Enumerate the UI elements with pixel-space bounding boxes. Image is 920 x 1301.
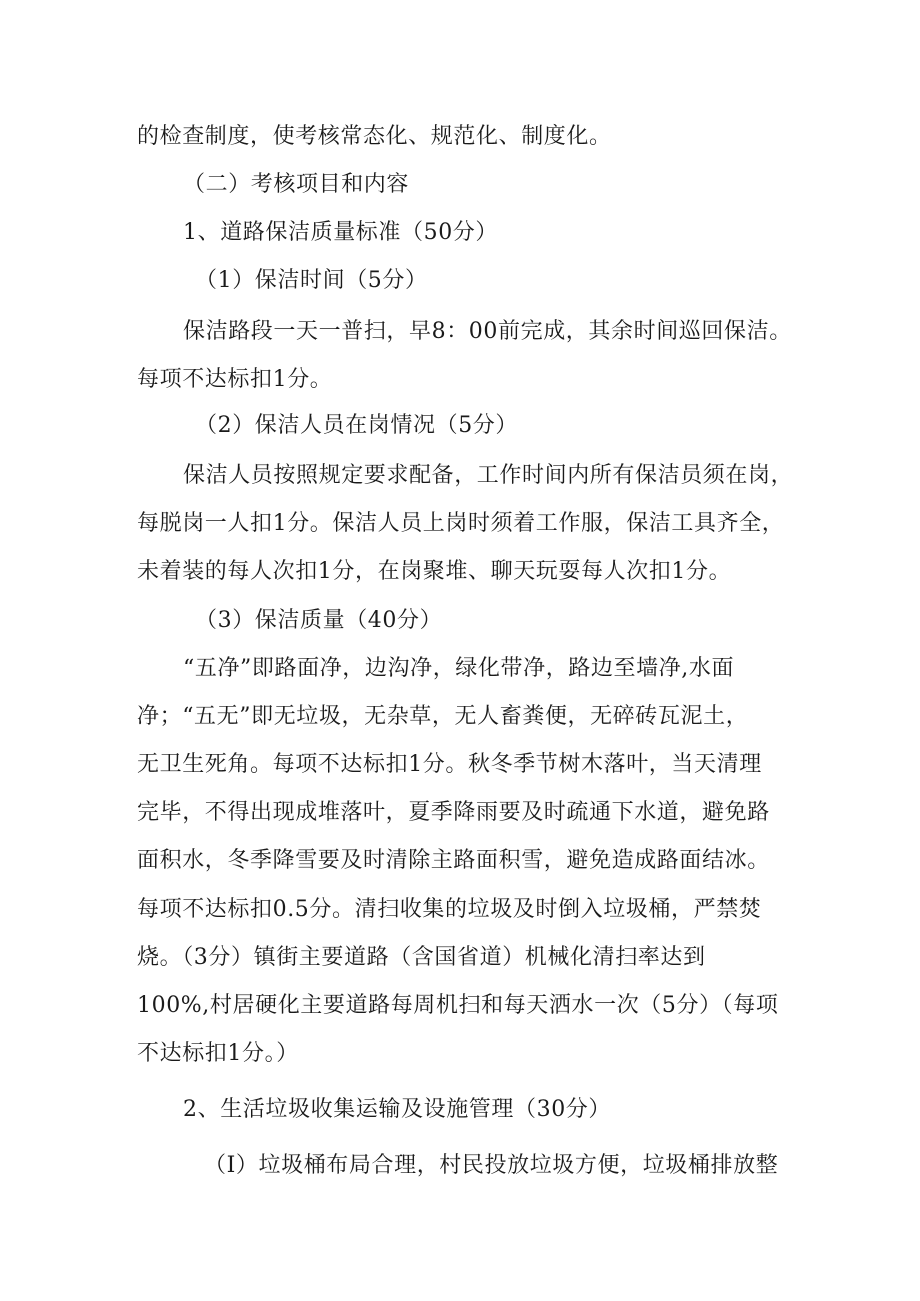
item-heading-staff-on-duty: （2）保洁人员在岗情况（5分） <box>195 413 518 438</box>
subheading-garbage-collection: 2、生活垃圾收集运输及设施管理（30分） <box>183 1097 611 1122</box>
text-line: 面积水，冬季降雪要及时清除主路面积雪，避免造成路面结冰。 <box>137 848 770 873</box>
text-line: 保洁路段一天一普扫，早8：00前完成，其余时间巡回保洁。 <box>183 319 792 344</box>
text-line: （I）垃圾桶布局合理，村民投放垃圾方便，垃圾桶排放整 <box>204 1153 779 1178</box>
text-line: 每项不达标扣1分。 <box>137 367 333 392</box>
item-heading-cleaning-time: （1）保洁时间（5分） <box>195 268 428 293</box>
item-heading-cleaning-quality: （3）保洁质量（40分） <box>195 608 443 633</box>
text-line: 的检查制度，使考核常态化、规范化、制度化。 <box>137 124 612 149</box>
subheading-road-cleaning-standard: 1、道路保洁质量标准（50分） <box>183 220 498 245</box>
text-line: 烧。（3分）镇街主要道路（含国省道）机械化清扫率达到 <box>137 945 706 970</box>
text-line: 每脱岗一人扣1分。保洁人员上岗时须着工作服，保洁工具齐全， <box>137 511 785 536</box>
text-line: 未着装的每人次扣1分，在岗聚堆、聊天玩耍每人次扣1分。 <box>137 559 732 584</box>
text-line: “五净”即路面净，边沟净，绿化带净，路边至墙净,水面 <box>183 656 735 681</box>
text-line: 净；“五无”即无垃圾，无杂草，无人畜粪便，无碎砖瓦泥土， <box>137 704 749 729</box>
section-heading-assessment-items: （二）考核项目和内容 <box>183 172 410 197</box>
text-line: 100%,村居硬化主要道路每周机扫和每天洒水一次（5分）（每项 <box>137 993 779 1018</box>
text-line: 不达标扣1分。） <box>137 1041 299 1066</box>
text-line: 保洁人员按照规定要求配备，工作时间内所有保洁员须在岗， <box>183 463 794 488</box>
text-line: 无卫生死角。每项不达标扣1分。秋冬季节树木落叶，当天清理 <box>137 752 762 777</box>
text-line: 完毕，不得出现成堆落叶，夏季降雨要及时疏通下水道，避免路 <box>137 800 770 825</box>
text-line: 每项不达标扣0.5分。清扫收集的垃圾及时倒入垃圾桶，严禁焚 <box>137 897 762 922</box>
